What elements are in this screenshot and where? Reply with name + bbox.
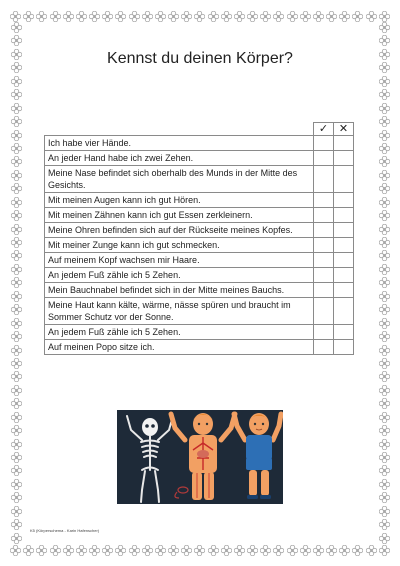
flower-icon [11,479,22,490]
check-answer-cell[interactable] [314,268,334,283]
flower-icon [379,130,390,141]
flower-icon [11,183,22,194]
table-row [45,136,354,151]
flower-icon [11,533,22,544]
flower-icon [379,385,390,396]
check-answer-cell[interactable] [314,208,334,223]
body-illustration [117,410,283,504]
flower-icon [11,237,22,248]
statement-cell: An jedem Fuß zähle ich 5 Zehen. [45,268,314,283]
flower-icon [36,11,47,22]
flower-icon [194,545,205,556]
flower-icon [247,545,258,556]
flower-icon [379,371,390,382]
statement-cell: Meine Haut kann kälte, wärme, nässe spüren und braucht im Sommer Schutz vor der Sonne. [45,298,314,325]
flower-icon [50,545,61,556]
table-row [45,208,354,223]
flower-icon [11,35,22,46]
cross-answer-cell[interactable] [334,268,354,283]
flower-icon [11,250,22,261]
flower-icon [379,156,390,167]
statement-cell: Meine Nase befindet sich oberhalb des Munds in der Mitte des Gesichts. [45,166,314,193]
flower-icon [379,358,390,369]
check-answer-cell[interactable] [314,193,334,208]
flower-icon [63,545,74,556]
check-answer-cell[interactable] [314,238,334,253]
flower-icon [379,345,390,356]
flower-icon [352,11,363,22]
flower-icon [379,492,390,503]
flower-icon [129,545,140,556]
check-answer-cell[interactable] [314,166,334,193]
flower-icon [273,11,284,22]
flower-icon [76,11,87,22]
flower-icon [142,545,153,556]
flower-icon [11,318,22,329]
cross-answer-cell[interactable] [334,340,354,355]
flower-icon [379,89,390,100]
flower-icon [11,331,22,342]
flower-icon [287,545,298,556]
flower-icon [313,545,324,556]
flower-icon [11,277,22,288]
flower-icon [11,210,22,221]
flower-icon [379,224,390,235]
flower-icon [379,465,390,476]
flower-icon [102,545,113,556]
flower-icon [379,506,390,517]
flower-icon [208,11,219,22]
check-answer-cell[interactable] [314,136,334,151]
footer-note: K5 (Körperschema - Karin Hafenscher) [30,528,100,533]
flower-icon [10,11,21,22]
flower-icon [379,183,390,194]
cross-answer-cell[interactable] [334,208,354,223]
flower-icon [89,545,100,556]
flower-icon [234,545,245,556]
flower-icon [11,130,22,141]
flower-icon [11,385,22,396]
flower-icon [326,11,337,22]
table-row [45,340,354,355]
flower-icon [379,425,390,436]
flower-icon [379,22,390,33]
flower-icon [129,11,140,22]
flower-icon [168,545,179,556]
flower-icon [155,545,166,556]
flower-icon [379,533,390,544]
table-row [45,238,354,253]
table-header-row [45,123,354,136]
flower-icon [11,156,22,167]
flower-icon [379,210,390,221]
page-title: Kennst du deinen Körper? [107,50,293,67]
flower-icon [115,545,126,556]
flower-icon [379,545,390,556]
flower-icon [379,304,390,315]
flower-icon [11,264,22,275]
flower-icon [379,398,390,409]
table-row [45,151,354,166]
border-top [10,10,390,22]
check-answer-cell[interactable] [314,298,334,325]
flower-icon [168,11,179,22]
flower-icon [11,439,22,450]
flower-icon [10,545,21,556]
check-answer-cell[interactable] [314,151,334,166]
statement-cell: An jeder Hand habe ich zwei Zehen. [45,151,314,166]
flower-icon [247,11,258,22]
border-right [378,22,390,544]
flower-icon [11,345,22,356]
flower-icon [379,170,390,181]
flower-icon [379,439,390,450]
flower-icon [11,358,22,369]
flower-icon [36,545,47,556]
flower-icon [11,116,22,127]
flower-icon [273,545,284,556]
table-row [45,166,354,193]
flower-icon [300,11,311,22]
cross-answer-cell[interactable] [334,238,354,253]
flower-icon [11,506,22,517]
cross-answer-cell[interactable] [334,166,354,193]
flower-icon [50,11,61,22]
flower-icon [102,11,113,22]
flower-icon [76,545,87,556]
flower-icon [352,545,363,556]
flower-icon [11,224,22,235]
cross-mark-header: ✕ [334,123,354,136]
flower-icon [300,545,311,556]
flower-icon [23,11,34,22]
table-row [45,253,354,268]
flower-icon [234,11,245,22]
flower-icon [11,143,22,154]
statement-cell: Mit meiner Zunge kann ich gut schmecken. [45,238,314,253]
flower-icon [11,412,22,423]
table-row [45,268,354,283]
flower-icon [313,11,324,22]
flower-icon [89,11,100,22]
flower-icon [63,11,74,22]
check-answer-cell[interactable] [314,253,334,268]
flower-icon [379,250,390,261]
statement-cell: Ich habe vier Hände. [45,136,314,151]
flower-icon [221,11,232,22]
flower-icon [221,545,232,556]
flower-icon [208,545,219,556]
flower-icon [11,519,22,530]
flower-icon [287,11,298,22]
cross-answer-cell[interactable] [334,136,354,151]
cross-answer-cell[interactable] [334,151,354,166]
flower-icon [11,425,22,436]
cross-answer-cell[interactable] [334,298,354,325]
flower-icon [11,492,22,503]
flower-icon [379,412,390,423]
flower-icon [11,371,22,382]
border-bottom [10,544,390,556]
cross-answer-cell[interactable] [334,193,354,208]
flower-icon [11,103,22,114]
cross-answer-cell[interactable] [334,223,354,238]
flower-icon [379,76,390,87]
check-mark-header: ✓ [314,123,334,136]
statement-cell: Meine Ohren befinden sich auf der Rückseite meines Kopfes. [45,223,314,238]
flower-icon [379,479,390,490]
flower-icon [181,545,192,556]
check-answer-cell[interactable] [314,283,334,298]
flower-icon [379,143,390,154]
flower-icon [11,22,22,33]
flower-icon [142,11,153,22]
flower-icon [260,545,271,556]
flower-icon [23,545,34,556]
flower-icon [11,89,22,100]
statement-cell: Mit meinen Zähnen kann ich gut Essen zerkleinern. [45,208,314,223]
flower-icon [379,318,390,329]
flower-icon [181,11,192,22]
flower-icon [379,291,390,302]
flower-icon [11,291,22,302]
flower-icon [379,197,390,208]
check-answer-cell[interactable] [314,340,334,355]
statement-cell: Mein Bauchnabel befindet sich in der Mitte meines Bauchs. [45,283,314,298]
statement-cell: An jedem Fuß zähle ich 5 Zehen. [45,325,314,340]
cross-answer-cell[interactable] [334,325,354,340]
flower-icon [11,76,22,87]
flower-icon [115,11,126,22]
table-row [45,283,354,298]
header-blank-cell [45,123,314,136]
check-answer-cell[interactable] [314,223,334,238]
statement-cell: Mit meinen Augen kann ich gut Hören. [45,193,314,208]
table-row [45,223,354,238]
flower-icon [379,277,390,288]
flower-icon [11,398,22,409]
flower-icon [379,116,390,127]
flower-icon [155,11,166,22]
flower-icon [194,11,205,22]
statement-cell: Auf meinen Popo sitze ich. [45,340,314,355]
cross-answer-cell[interactable] [334,253,354,268]
flower-icon [379,331,390,342]
flower-icon [11,304,22,315]
table-row [45,193,354,208]
table-row [45,298,354,325]
flower-icon [11,452,22,463]
flower-icon [339,11,350,22]
flower-icon [11,465,22,476]
flower-icon [379,35,390,46]
flower-icon [379,237,390,248]
flower-icon [339,545,350,556]
flower-icon [379,519,390,530]
flower-icon [326,545,337,556]
border-left [10,22,22,544]
quiz-table [44,122,354,355]
table-row [45,325,354,340]
flower-icon [11,170,22,181]
flower-icon [260,11,271,22]
flower-icon [379,452,390,463]
flower-icon [366,11,377,22]
statement-cell: Auf meinem Kopf wachsen mir Haare. [45,253,314,268]
flower-icon [379,11,390,22]
flower-icon [379,103,390,114]
cross-answer-cell[interactable] [334,283,354,298]
check-answer-cell[interactable] [314,325,334,340]
flower-icon [379,264,390,275]
flower-icon [11,197,22,208]
flower-icon [366,545,377,556]
